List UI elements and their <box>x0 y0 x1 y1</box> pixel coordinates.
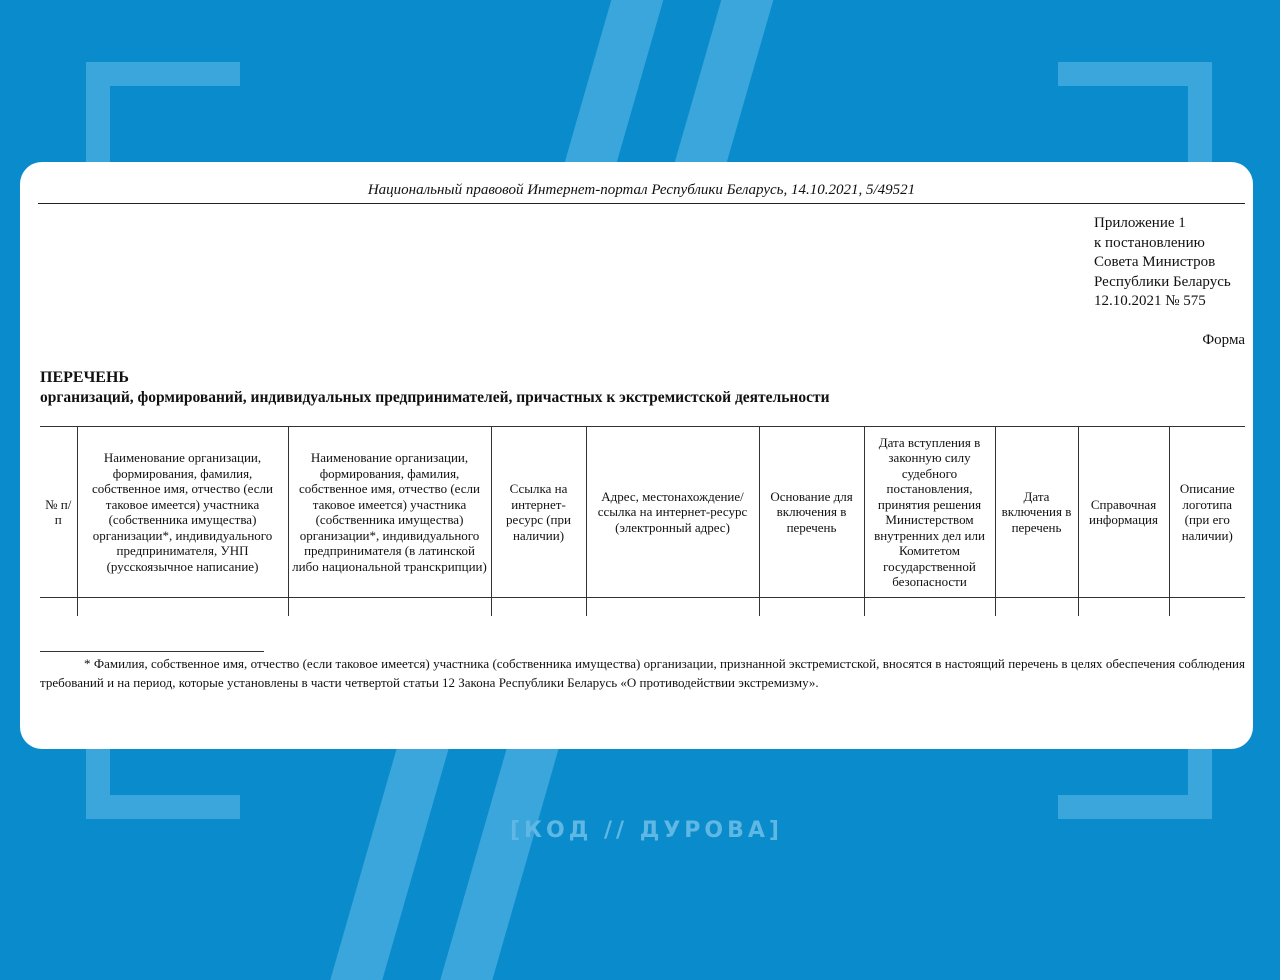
table-cell <box>77 598 288 617</box>
footnote-divider <box>40 651 264 652</box>
column-header-reference-info: Справочная информация <box>1078 427 1169 598</box>
appendix-line: Приложение 1 <box>1094 215 1186 231</box>
column-header-basis: Основание для включения в перечень <box>759 427 864 598</box>
document-title: ПЕРЕЧЕНЬ <box>40 369 129 386</box>
column-header-name-russian: Наименование организации, формирования, фамилия, собственное имя, отчество (если таковое имеется) участника (собственника имущества) организации*, индивидуального предпринимателя, УНП (русскоязычное написание) <box>77 427 288 598</box>
table-cell <box>288 598 491 617</box>
table-cell <box>586 598 759 617</box>
table-header-row <box>40 427 1245 598</box>
form-label: Форма <box>1202 332 1245 348</box>
table-cell <box>40 598 77 617</box>
table-cell <box>1078 598 1169 617</box>
portal-header: Национальный правовой Интернет-портал Республики Беларусь, 14.10.2021, 5/49521 <box>38 182 1245 204</box>
column-header-name-latin: Наименование организации, формирования, фамилия, собственное имя, отчество (если таковое имеется) участника (собственника имущества) организации*, индивидуального предпринимателя (в латинской либо национальной транскрипции) <box>288 427 491 598</box>
appendix-line: Совета Министров <box>1094 254 1216 270</box>
appendix-line: 12.10.2021 № 575 <box>1094 293 1206 309</box>
table-cell <box>864 598 995 617</box>
footnote: * Фамилия, собственное имя, отчество (если таковое имеется) участника (собственника имущества) организации, признанной экстремистской, вносятся в настоящий перечень в целях обеспечения соблюдения требований и на период, которые установлены в части четвертой статьи 12 Закона Республики Беларусь «О противодействии экстремизму». <box>40 656 1245 690</box>
column-header-internet-link: Ссылка на интернет-ресурс (при наличии) <box>491 427 586 598</box>
table-cell <box>1169 598 1245 617</box>
register-table <box>40 426 1245 616</box>
column-header-effective-date: Дата вступления в законную силу судебного постановления, принятия решения Министерством внутренних дел или Комитетом государственной безопасности <box>864 427 995 598</box>
table-row <box>40 598 1245 617</box>
table-cell <box>995 598 1078 617</box>
table-cell <box>759 598 864 617</box>
column-header-inclusion-date: Дата включения в перечень <box>995 427 1078 598</box>
document-subtitle: организаций, формирований, индивидуальных предпринимателей, причастных к экстремистской деятельности <box>40 389 830 406</box>
brand-logo: [КОД // ДУРОВА] <box>510 818 783 843</box>
table-cell <box>491 598 586 617</box>
appendix-line: к постановлению <box>1094 234 1205 251</box>
column-header-number: № п/п <box>40 427 77 598</box>
appendix-block <box>1094 214 1231 312</box>
column-header-logo-description: Описание логотипа (при его наличии) <box>1169 427 1245 598</box>
document-card <box>20 162 1253 749</box>
appendix-line: Республики Беларусь <box>1094 273 1231 290</box>
column-header-address: Адрес, местонахождение/ссылка на интернет-ресурс (электронный адрес) <box>586 427 759 598</box>
